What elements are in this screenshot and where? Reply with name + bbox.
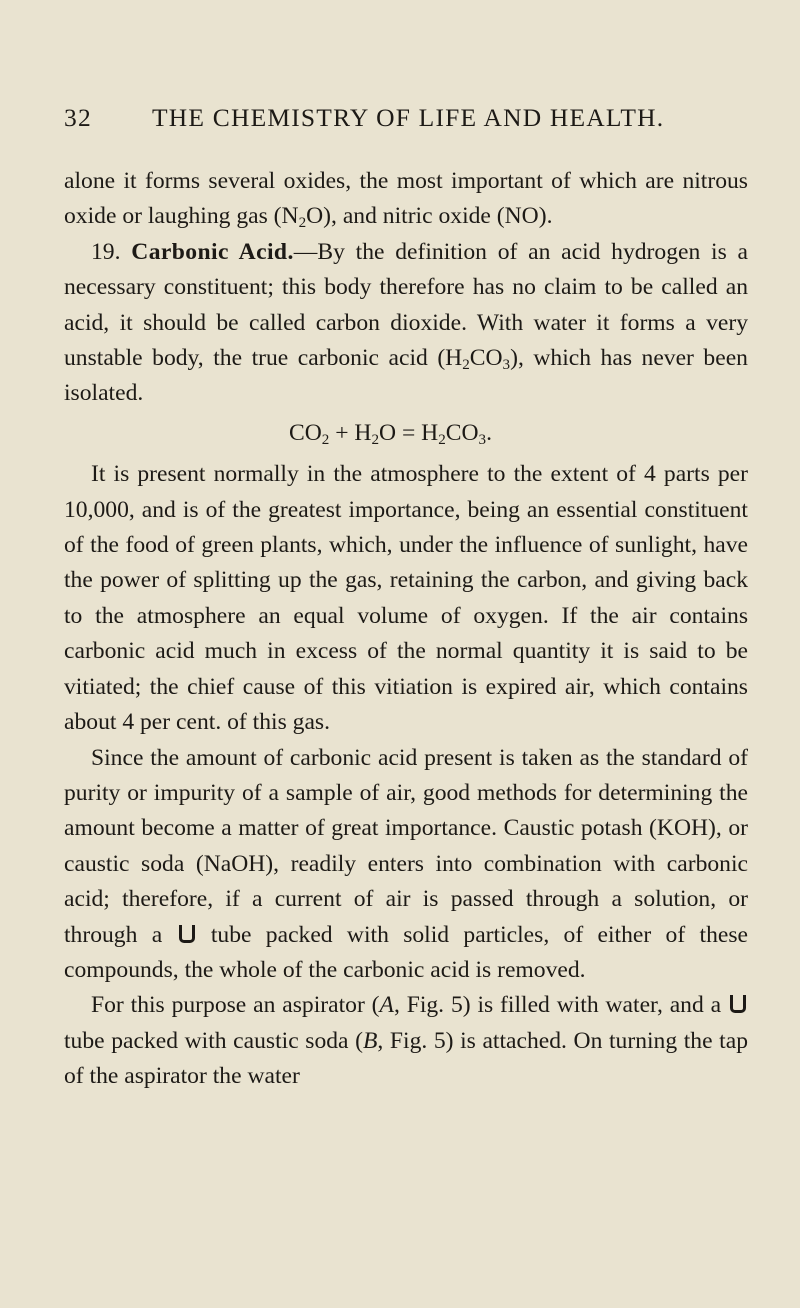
running-title: THE CHEMISTRY OF LIFE AND HEALTH. [152,103,665,132]
chemical-equation: $CO_2 + H_2O = H_2CO_3$. [289,419,492,448]
figure-ref-b: B [362,1027,378,1054]
paragraph-1: alone it forms several oxides, the most important of which are nitrous oxide or laughing gas $(N_2O)$, and nitric oxide (NO). [64,168,748,232]
section-title: Carbonic Acid. [131,238,294,265]
u-tube-icon [730,995,746,1013]
body-text [64,164,748,1095]
running-header [64,103,748,133]
u-tube-icon [179,925,195,943]
paragraph-5: For this purpose an aspirator (A, Fig. 5) is filled with water, and a tube packed with caustic soda (B, Fig. 5) is attached. On turning the tap of the aspirator the water [64,992,748,1090]
paragraph-3: It is present normally in the atmosphere to the extent of 4 parts per 10,000, and is of the greatest importance, being an essential constituent of the food of green plants, which, under the influence of sunlight, have the power of splitting up the gas, retaining the carbon, and giving back to the atmosphere an equal volume of oxygen. If the air contains carbonic acid much in excess of the normal quantity it is said to be vitiated; the chief cause of this vitiation is expired air, which contains about 4 per cent. of this gas. [64,461,748,736]
section-19-paragraph: 19. Carbonic Acid.—By the definition of an acid hydrogen is a necessary constituent; this body therefore has no claim to be called an acid, it should be called carbon dioxide. With water it forms a very unstable body, the true carbonic acid $(H_2CO_3)$, which has never been isolated. [64,238,748,407]
paragraph-4: Since the amount of carbonic acid present is taken as the standard of purity or impurity of a sample of air, good methods for determining the amount become a matter of great importance. Caustic potash (KOH), or caustic soda (NaOH), readily enters into combination with carbonic acid; therefore, if a current of air is passed through a solution, or through a tube packed with solid particles, of either of these compounds, the whole of the carbonic acid is removed. [64,744,748,983]
figure-ref-a: A [379,992,394,1019]
page-number: 32 [64,103,92,132]
section-number: 19. [91,238,121,265]
